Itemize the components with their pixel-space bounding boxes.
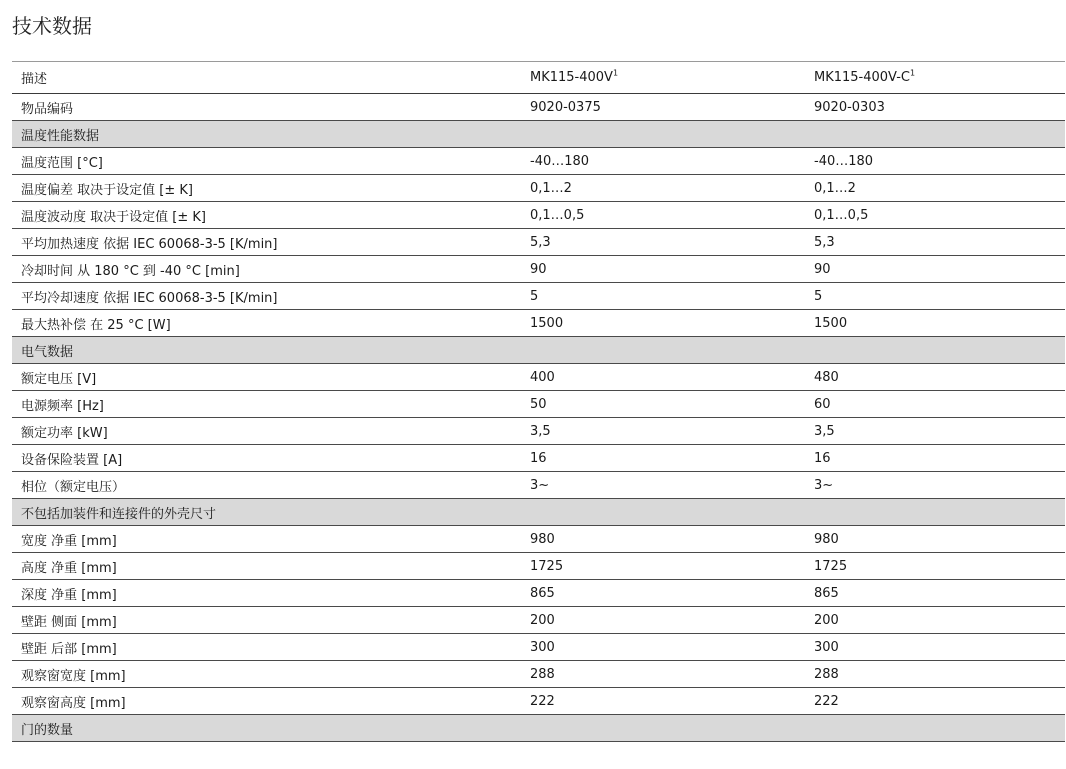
- section-fill: [805, 715, 1065, 742]
- row-label: 冷却时间 从 180 °C 到 -40 °C [min]: [12, 256, 521, 283]
- table-row: [12, 688, 1065, 715]
- row-label: 壁距 后部 [mm]: [12, 634, 521, 661]
- row-value: 0,1…0,5: [521, 202, 805, 229]
- row-value: 1725: [805, 553, 1065, 580]
- table-row: [12, 472, 1065, 499]
- row-value: 200: [805, 607, 1065, 634]
- table-header-row: [12, 62, 1065, 94]
- row-value: 3,5: [805, 418, 1065, 445]
- section-heading: 门的数量: [12, 715, 521, 742]
- row-label: 物品编码: [12, 94, 521, 121]
- table-row: [12, 364, 1065, 391]
- row-label: 壁距 侧面 [mm]: [12, 607, 521, 634]
- row-label: 高度 净重 [mm]: [12, 553, 521, 580]
- row-label: 最大热补偿 在 25 °C [W]: [12, 310, 521, 337]
- section-heading: 温度性能数据: [12, 121, 521, 148]
- table-row: [12, 445, 1065, 472]
- row-value: 5,3: [805, 229, 1065, 256]
- header-model-cell: [521, 62, 805, 94]
- table-row: [12, 148, 1065, 175]
- table-row: [12, 310, 1065, 337]
- row-value: 222: [521, 688, 805, 715]
- model-footnote: 1: [909, 68, 916, 78]
- table-row: [12, 202, 1065, 229]
- row-value: 90: [521, 256, 805, 283]
- model-name: MK115-400V-C: [814, 70, 910, 85]
- row-value: 288: [805, 661, 1065, 688]
- table-row: [12, 94, 1065, 121]
- table-row: [12, 256, 1065, 283]
- table-row: [12, 526, 1065, 553]
- row-label: 温度波动度 取决于设定值 [± K]: [12, 202, 521, 229]
- row-value: 480: [805, 364, 1065, 391]
- row-label: 设备保险装置 [A]: [12, 445, 521, 472]
- row-value: -40…180: [805, 148, 1065, 175]
- row-value: 50: [521, 391, 805, 418]
- row-label: 观察窗宽度 [mm]: [12, 661, 521, 688]
- section-header-row: [12, 121, 1065, 148]
- section-heading: 电气数据: [12, 337, 521, 364]
- model-footnote: 1: [612, 68, 619, 78]
- row-label: 相位（额定电压）: [12, 472, 521, 499]
- table-row: [12, 553, 1065, 580]
- row-label: 额定电压 [V]: [12, 364, 521, 391]
- row-value: 16: [521, 445, 805, 472]
- row-value: 865: [805, 580, 1065, 607]
- row-value: 288: [521, 661, 805, 688]
- table-row: [12, 229, 1065, 256]
- row-label: 温度范围 [°C]: [12, 148, 521, 175]
- row-value: 200: [521, 607, 805, 634]
- row-value: 865: [521, 580, 805, 607]
- table-row: [12, 175, 1065, 202]
- row-value: 400: [521, 364, 805, 391]
- row-value: 3,5: [521, 418, 805, 445]
- row-value: 16: [805, 445, 1065, 472]
- row-value: 980: [805, 526, 1065, 553]
- section-fill: [521, 121, 805, 148]
- section-fill: [521, 499, 805, 526]
- row-value: 1725: [521, 553, 805, 580]
- row-value: 0,1…2: [521, 175, 805, 202]
- row-label: 观察窗高度 [mm]: [12, 688, 521, 715]
- row-value: 1500: [805, 310, 1065, 337]
- table-row: [12, 580, 1065, 607]
- section-header-row: [12, 715, 1065, 742]
- section-fill: [805, 121, 1065, 148]
- row-value: 0,1…0,5: [805, 202, 1065, 229]
- header-label-cell: 描述: [12, 62, 521, 94]
- table-row: [12, 661, 1065, 688]
- table-row: [12, 418, 1065, 445]
- spec-table: [12, 61, 1065, 742]
- table-row: [12, 391, 1065, 418]
- row-label: 平均冷却速度 依据 IEC 60068-3-5 [K/min]: [12, 283, 521, 310]
- row-value: 9020-0303: [805, 94, 1065, 121]
- section-fill: [805, 499, 1065, 526]
- header-model-cell: [805, 62, 1065, 94]
- row-label: 温度偏差 取决于设定值 [± K]: [12, 175, 521, 202]
- row-value: 222: [805, 688, 1065, 715]
- row-value: 300: [805, 634, 1065, 661]
- section-header-row: [12, 337, 1065, 364]
- row-value: 3~: [521, 472, 805, 499]
- section-fill: [805, 337, 1065, 364]
- row-value: 300: [521, 634, 805, 661]
- table-row: [12, 283, 1065, 310]
- row-label: 深度 净重 [mm]: [12, 580, 521, 607]
- section-fill: [521, 337, 805, 364]
- row-value: 1500: [521, 310, 805, 337]
- row-value: 9020-0375: [521, 94, 805, 121]
- row-value: 980: [521, 526, 805, 553]
- row-label: 额定功率 [kW]: [12, 418, 521, 445]
- row-value: 5: [521, 283, 805, 310]
- row-value: -40…180: [521, 148, 805, 175]
- row-label: 宽度 净重 [mm]: [12, 526, 521, 553]
- section-heading: 不包括加装件和连接件的外壳尺寸: [12, 499, 521, 526]
- row-value: 90: [805, 256, 1065, 283]
- row-label: 电源频率 [Hz]: [12, 391, 521, 418]
- row-value: 5: [805, 283, 1065, 310]
- model-name: MK115-400V: [530, 70, 613, 85]
- row-value: 60: [805, 391, 1065, 418]
- page-title: 技术数据: [12, 14, 92, 38]
- table-row: [12, 607, 1065, 634]
- section-fill: [521, 715, 805, 742]
- row-label: 平均加热速度 依据 IEC 60068-3-5 [K/min]: [12, 229, 521, 256]
- row-value: 5,3: [521, 229, 805, 256]
- row-value: 3~: [805, 472, 1065, 499]
- table-row: [12, 634, 1065, 661]
- row-value: 0,1…2: [805, 175, 1065, 202]
- section-header-row: [12, 499, 1065, 526]
